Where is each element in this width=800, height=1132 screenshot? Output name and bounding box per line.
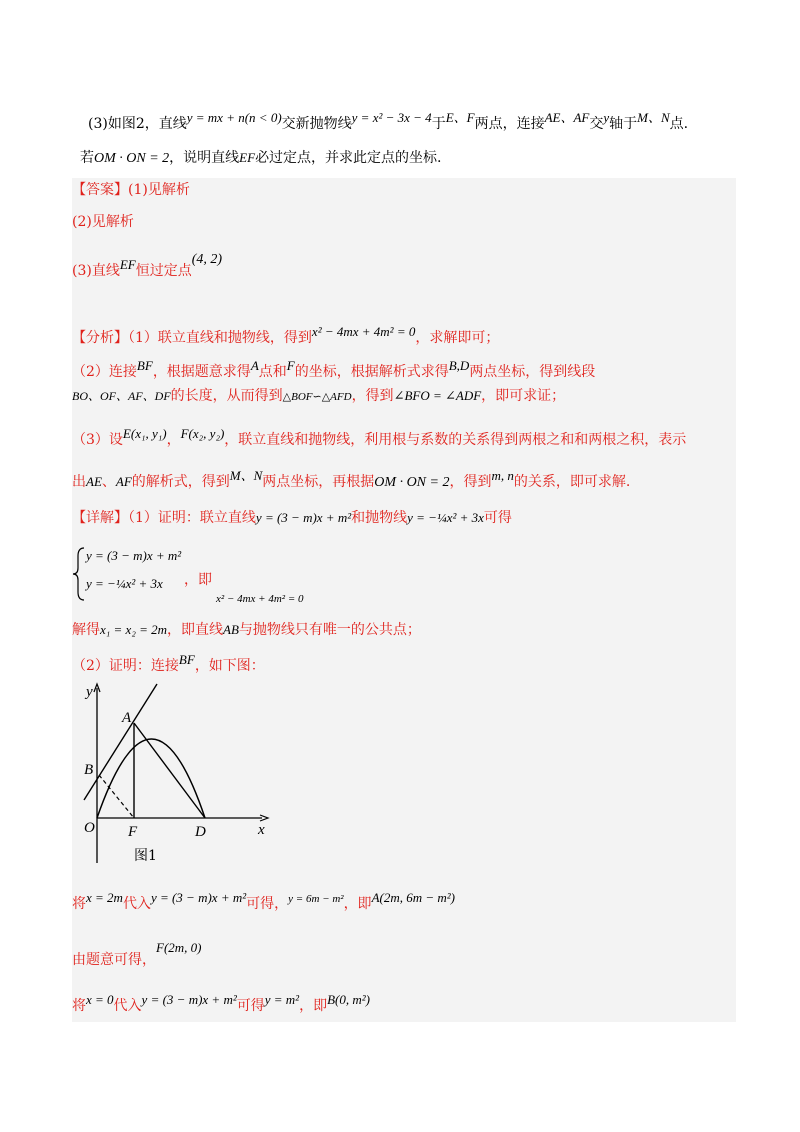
analysis-math: B,D (448, 358, 470, 373)
question-3-line-1 (88, 108, 688, 134)
label-y: y (86, 684, 93, 700)
q3-text: 轴于 (609, 116, 638, 132)
q3-text: 于 (431, 116, 446, 132)
q3-math-axis: y (603, 110, 610, 125)
analysis-line-1 (72, 322, 499, 348)
analysis-math: OM · ON = 2 (374, 475, 450, 490)
detail-text: ，即 (184, 572, 212, 588)
label-a: A (122, 710, 132, 726)
q3-text: 两点，连接 (474, 116, 545, 132)
q3-text: 点. (669, 116, 689, 132)
analysis-line-5 (72, 466, 630, 493)
analysis-text: ，求解即可； (415, 330, 500, 346)
figure-caption: 图1 (134, 848, 157, 864)
q3-math-mn: M、N (637, 110, 670, 125)
q3-text: 交 (589, 116, 604, 132)
detail-line-6 (72, 990, 370, 1016)
analysis-text: 、 (101, 474, 116, 490)
analysis-line-4 (72, 424, 686, 450)
analysis-text: ， (166, 432, 181, 448)
q3-text: 若 (80, 150, 94, 166)
analysis-line-2 (72, 356, 595, 382)
label-f: F (128, 824, 138, 840)
detail-text: 与抛物线只有唯一的公共点； (238, 622, 421, 638)
detail-math: y = (3 − m)x + m² (150, 890, 247, 905)
system-eq-2 (86, 574, 163, 594)
system-then (184, 570, 212, 590)
detail-math: y = (3 − m)x + m² (86, 548, 182, 563)
analysis-text: 的关系，即可求解. (513, 474, 631, 490)
detail-math: y = (3 − m)x + m² (141, 992, 237, 1007)
detail-text: 将 (72, 896, 86, 912)
analysis-math: ∠BFO = ∠ADF (393, 388, 482, 403)
detail-math: y = (3 − m)x + m² (255, 510, 352, 525)
question-3-line-2 (80, 148, 442, 169)
detail-text: 可得 (483, 510, 512, 526)
system-eq-1 (86, 546, 181, 566)
analysis-text: 点和 (258, 364, 287, 380)
detail-math: F(2m, 0) (156, 940, 202, 955)
analysis-math: AF (115, 474, 132, 489)
detail-line-1 (72, 508, 512, 528)
detail-math: AB (223, 622, 239, 637)
q3-math-ef: EF (239, 150, 256, 165)
detail-text: 可得， (246, 896, 289, 912)
label-o: O (84, 820, 95, 836)
analysis-tag: 【分析】 (72, 330, 128, 346)
answer-line-2 (72, 212, 134, 232)
answer-1: (1)见解析 (128, 182, 190, 198)
answer-3-point: (4, 2) (191, 252, 223, 267)
answer-line-1 (72, 180, 190, 200)
label-x: x (258, 822, 265, 838)
detail-line-3 (72, 650, 265, 676)
detail-text: ，即直线 (167, 622, 224, 638)
figure-1 (72, 678, 272, 868)
detail-math: BF (178, 652, 195, 667)
detail-text: （1）证明：联立直线 (128, 510, 256, 526)
segment-ad (134, 723, 205, 818)
analysis-text: 的解析式，得到 (131, 474, 230, 490)
answer-line-3 (72, 250, 222, 281)
answer-2: (2)见解析 (72, 214, 134, 230)
detail-text: ，如下图： (194, 658, 265, 674)
answer-3-text: (3)直线 (72, 263, 120, 279)
q3-text: ，说明直线 (169, 150, 240, 166)
analysis-text: 的长度，从而得到 (170, 388, 283, 404)
detail-math: y = −¼x² + 3x (86, 576, 163, 591)
analysis-text: ，联立直线和抛物线，利用根与系数的关系得到两根之和和两根之积，表示 (224, 432, 687, 448)
analysis-text: ，即可求证； (481, 388, 566, 404)
analysis-math: A (250, 358, 259, 373)
analysis-text: （3）设 (72, 432, 123, 448)
system-result (216, 588, 304, 609)
q3-math-points: E、F (445, 110, 475, 125)
detail-text: ，即 (343, 896, 372, 912)
analysis-text: ，得到 (449, 474, 492, 490)
answer-tag: 【答案】 (72, 182, 128, 198)
analysis-text: 的坐标，根据解析式求得 (294, 364, 449, 380)
detail-text: （2）证明：连接 (72, 658, 179, 674)
detail-line-2 (72, 620, 421, 640)
q3-math-product: OM · ON = 2 (94, 151, 170, 166)
analysis-math: x² − 4mx + 4m² = 0 (311, 324, 416, 339)
detail-text: 解得 (72, 622, 100, 638)
analysis-text: 两点坐标，得到线段 (469, 364, 596, 380)
analysis-math: BF (136, 358, 153, 373)
detail-math: x = 0 (86, 992, 114, 1007)
analysis-math: BO、OF、AF、DF (72, 389, 171, 403)
answer-3-math: EF (119, 257, 136, 272)
q3-text: (3)如图2，直线 (88, 116, 187, 132)
detail-text: 由题意可得， (72, 952, 156, 968)
analysis-math: E(x₁, y₁) (122, 426, 167, 441)
parabola-curve (97, 739, 205, 818)
detail-tag: 【详解】 (72, 510, 128, 526)
analysis-text: （2）连接 (72, 364, 137, 380)
answer-3-text: 恒过定点 (135, 263, 192, 279)
detail-math: y = 6m − m² (288, 893, 344, 905)
analysis-text: ，根据题意求得 (152, 364, 251, 380)
detail-text: 可得 (236, 998, 265, 1014)
q3-math-line: y = mx + n(n < 0) (186, 110, 282, 125)
detail-math: A(2m, 6m − m²) (371, 890, 455, 905)
label-d: D (195, 824, 206, 840)
detail-text: 代入 (122, 896, 151, 912)
q3-math-parabola: y = x² − 3x − 4 (351, 110, 432, 125)
analysis-math: AE (86, 474, 102, 489)
detail-line-5 (72, 938, 202, 970)
detail-math: B(0, m²) (327, 992, 370, 1007)
detail-line-4 (72, 888, 455, 914)
analysis-text: （1）联立直线和抛物线，得到 (128, 330, 312, 346)
analysis-text: ，得到 (351, 388, 394, 404)
analysis-math: △BOF∽△AFD (282, 391, 352, 403)
analysis-math: m, n (491, 468, 514, 483)
q3-math-lines: AE、AF (544, 110, 590, 125)
detail-text: 将 (72, 998, 86, 1014)
detail-text: 代入 (113, 998, 142, 1014)
analysis-text: 两点坐标，再根据 (262, 474, 375, 490)
detail-math: x² − 4mx + 4m² = 0 (216, 593, 304, 605)
detail-text: 和抛物线 (351, 510, 408, 526)
detail-math: x = 2m (86, 890, 123, 905)
tangent-line (84, 684, 157, 800)
analysis-math: F (286, 358, 295, 373)
q3-text: 交新抛物线 (281, 116, 352, 132)
segment-bf-dashed (99, 775, 134, 818)
detail-math: x₁ = x₂ = 2m (100, 622, 168, 637)
detail-text: ，即 (299, 998, 328, 1014)
q3-text: 必过定点，并求此定点的坐标. (255, 150, 442, 166)
analysis-text: 出 (72, 474, 86, 490)
detail-math: y = −¼x² + 3x (407, 510, 484, 525)
detail-math: y = m² (264, 992, 300, 1007)
label-b: B (84, 762, 94, 778)
analysis-line-3 (72, 386, 565, 407)
analysis-math: F(x₂, y₂) (180, 426, 225, 441)
analysis-math: M、N (229, 468, 263, 483)
